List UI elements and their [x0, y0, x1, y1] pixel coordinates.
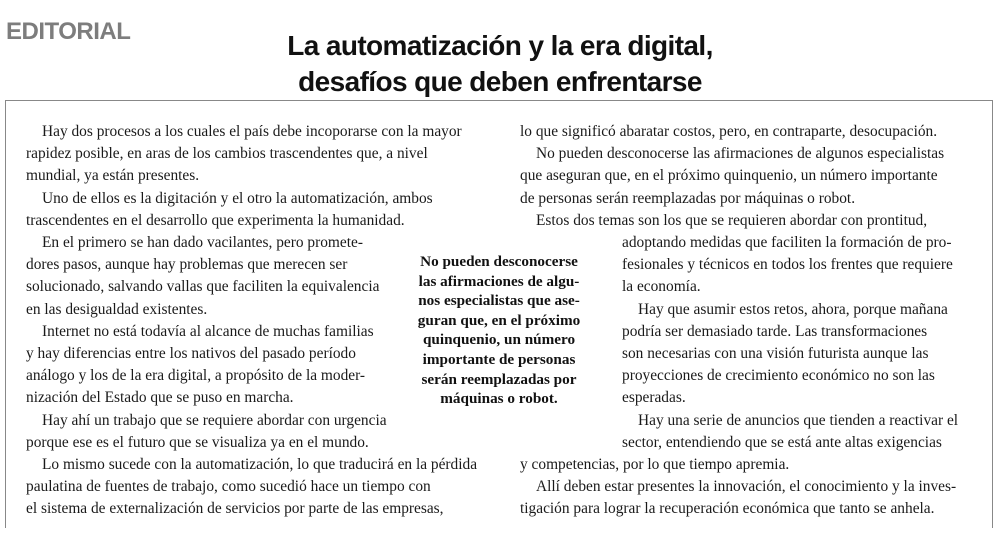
- section-label: EDITORIAL: [6, 18, 131, 45]
- text-line: que aseguran que, en el próximo quinquenio, un número importante: [520, 167, 938, 185]
- text-line: Internet no está todavía al alcance de muchas familias: [42, 322, 374, 340]
- right-paragraph-5: [520, 410, 978, 477]
- right-paragraph-1: [520, 121, 978, 143]
- text-line: en las desigualdad existentes.: [26, 300, 208, 318]
- text-line: Hay que asumir estos retos, ahora, porque mañana: [638, 300, 948, 318]
- text-line: Allí deben estar presentes la innovación, el conocimiento y la inves-: [536, 478, 957, 496]
- text-line: podría ser demasiado tarde. Las transformaciones: [622, 322, 928, 340]
- right-paragraph-6: [520, 476, 978, 520]
- left-paragraph-6: [26, 454, 478, 521]
- left-paragraph-2: [26, 188, 478, 232]
- text-line: Hay dos procesos a los cuales el país debe incoporarse con la mayor: [42, 123, 462, 140]
- text-line: En el primero se han dado vacilantes, pero promete-: [42, 234, 363, 252]
- text-line: dores pasos, aunque hay problemas que merecen ser: [26, 256, 348, 274]
- text-line: fesionales y técnicos en todos los frentes que requiere: [622, 256, 953, 274]
- text-line: Estos dos temas son los que se requieren abordar con prontitud,: [536, 211, 928, 229]
- text-line: y competencias, por lo que tiempo apremia.: [520, 456, 790, 474]
- text-line: análogo y los de la era digital, a propósito de la moder-: [26, 367, 366, 385]
- text-line: nización del Estado que se puso en marcha.: [26, 389, 294, 407]
- text-line: esperadas.: [622, 389, 686, 407]
- pull-quote-line: nos especialistas que ase-: [418, 292, 580, 310]
- text-line: Hay ahí un trabajo que se requiere abordar con urgencia: [42, 411, 387, 429]
- text-line: tigación para lograr la recuperación económica que tanto se anhela.: [520, 500, 935, 518]
- text-line: la economía.: [622, 278, 701, 296]
- text-line: No pueden desconocerse las afirmaciones de algunos especialistas: [536, 145, 945, 163]
- left-paragraph-1: [26, 121, 478, 188]
- right-paragraph-2: [520, 143, 978, 210]
- text-line: porque ese es el futuro que se visualiza ya en el mundo.: [26, 433, 369, 451]
- pull-quote-line: quinquenio, un número: [422, 331, 576, 349]
- headline: [160, 28, 840, 100]
- pull-quote-line: guran que, en el próximo: [417, 311, 581, 329]
- text-line: son necesarias con una visión futurista aunque las: [622, 345, 929, 363]
- text-line: rapidez posible, en aras de los cambios trascendentes que, a nivel: [26, 145, 428, 163]
- text-line: proyecciones de crecimiento económico no son las: [622, 367, 935, 385]
- left-paragraph-3: [26, 232, 394, 321]
- text-line: solucionado, salvando vallas que faciliten la equivalencia: [26, 278, 380, 296]
- pull-quote-line: las afirmaciones de algu-: [418, 272, 580, 290]
- right-column: [520, 121, 978, 521]
- text-line: adoptando medidas que faciliten la formación de pro-: [622, 234, 952, 252]
- text-line: mundial, ya están presentes.: [26, 167, 200, 185]
- text-line: el sistema de externalización de servicios por parte de las empresas,: [26, 500, 444, 518]
- text-line: sector, entendiendo que se está ante altas exigencias: [622, 433, 942, 451]
- text-line: y hay diferencias entre los nativos del pasado período: [26, 345, 356, 363]
- pull-quote-line: importante de personas: [422, 350, 576, 368]
- text-line: Hay una serie de anuncios que tienden a reactivar el: [638, 411, 959, 429]
- right-paragraph-3: [520, 210, 978, 299]
- text-line: de personas serán reemplazadas por máquinas o robot.: [520, 189, 856, 207]
- headline-line-2: desafíos que deben enfrentarse: [298, 66, 702, 97]
- headline-line-1: La automatización y la era digital,: [287, 30, 713, 61]
- text-line: Uno de ellos es la digitación y el otro la automatización, ambos: [42, 189, 433, 207]
- pull-quote-line: No pueden desconocerse: [420, 253, 578, 270]
- pull-quote-line: serán reemplazadas por: [421, 370, 577, 388]
- text-line: lo que significó abaratar costos, pero, en contraparte, desocupación.: [520, 123, 938, 140]
- text-line: paulatina de fuentes de trabajo, como sucedió hace un tiempo con: [26, 478, 431, 496]
- text-line: trascendentes en el desarrollo que experimenta la humanidad.: [26, 211, 405, 229]
- pull-quote-line: máquinas o robot.: [440, 390, 558, 408]
- text-line: Lo mismo sucede con la automatización, lo que traducirá en la pérdida: [42, 456, 478, 474]
- right-paragraph-4: [520, 299, 978, 410]
- left-paragraph-4: [26, 321, 394, 410]
- left-paragraph-5: [26, 410, 394, 454]
